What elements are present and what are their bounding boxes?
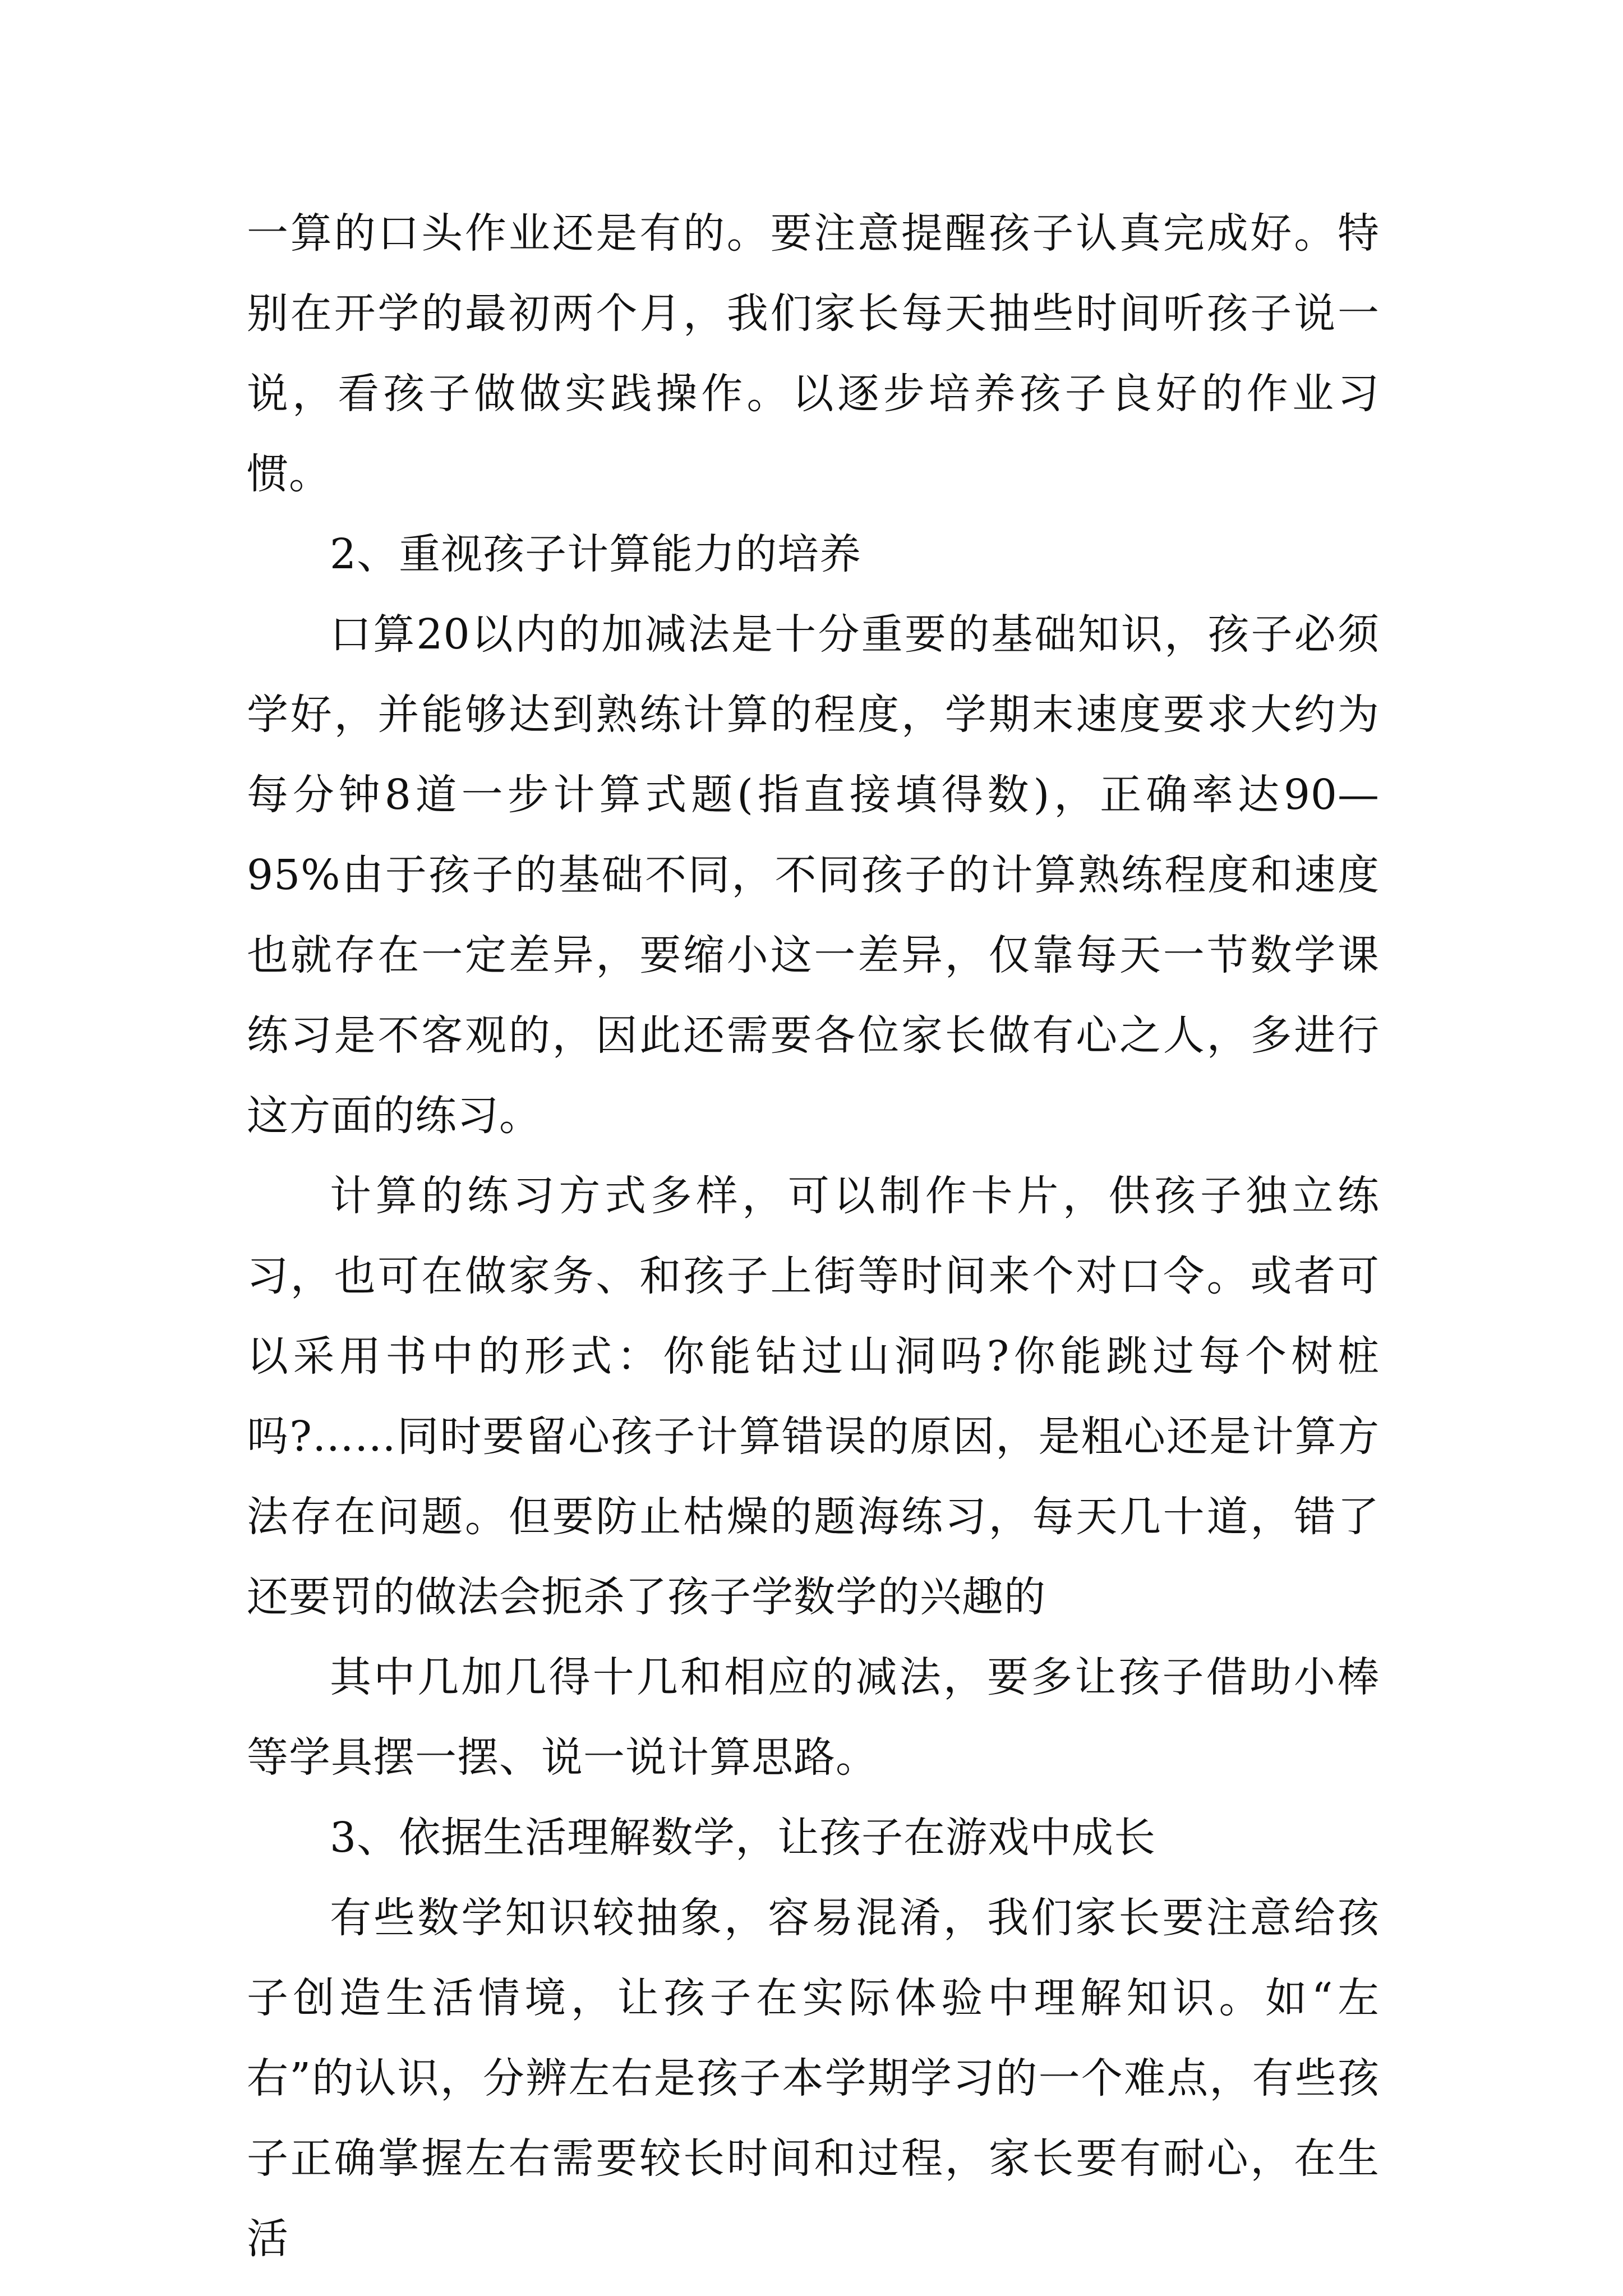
document-body: [247, 194, 1380, 2279]
section-heading-3: 3、依据生活理解数学，让孩子在游戏中成长: [330, 1814, 1156, 1862]
paragraph-life-context: 有些数学知识较抽象，容易混淆，我们家长要注意给孩子创造生活情境，让孩子在实际体验中理解知识。如“左右”的认识，分辨左右是孩子本学期学习的一个难点，有些孩子正确掌握左右需要较长时间和过程，家长要有耐心，在生活: [247, 1894, 1380, 2263]
paragraph-oral-arithmetic: 口算20以内的加减法是十分重要的基础知识，孩子必须学好，并能够达到熟练计算的程度，学期末速度要求大约为每分钟8道一步计算式题(指直接填得数)，正确率达90—95%由于孩子的基础不同，不同孩子的计算熟练程度和速度也就存在一定差异，要缩小这一差异，仅靠每天一节数学课练习是不客观的，因此还需要各位家长做有心之人，多进行这方面的练习。: [247, 610, 1380, 1140]
paragraph-manipulatives: 其中几加几得十几和相应的减法，要多让孩子借助小棒等学具摆一摆、说一说计算思路。: [247, 1653, 1380, 1782]
paragraph-continued: 一算的口头作业还是有的。要注意提醒孩子认真完成好。特别在开学的最初两个月，我们家长每天抽些时间听孩子说一说，看孩子做做实践操作。以逐步培养孩子良好的作业习惯。: [247, 209, 1380, 498]
section-heading-2: 2、重视孩子计算能力的培养: [330, 530, 862, 578]
paragraph-practice-methods: 计算的练习方式多样，可以制作卡片，供孩子独立练习，也可在做家务、和孩子上街等时间来个对口令。或者可以采用书中的形式：你能钻过山洞吗?你能跳过每个树桩吗?……同时要留心孩子计算错误的原因，是粗心还是计算方法存在问题。但要防止枯燥的题海练习，每天几十道，错了还要罚的做法会扼杀了孩子学数学的兴趣的: [247, 1172, 1380, 1621]
